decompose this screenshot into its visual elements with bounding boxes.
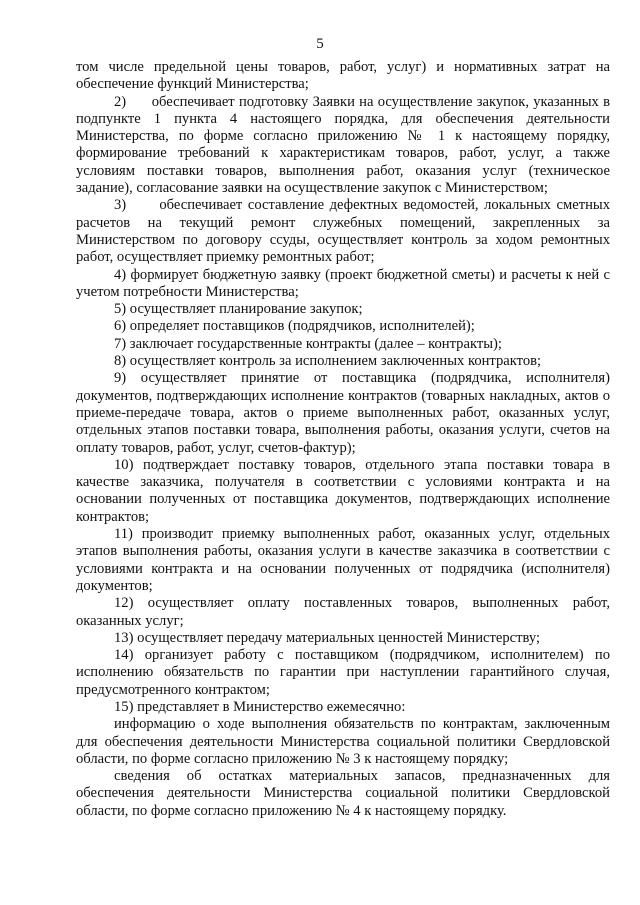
paragraph-item-3: 3) обеспечивает составление дефектных ведомостей, локальных сметных расчетов на текущий ремонт служебных помещений, закрепленных за Министерством по договору ссуды, осуществляет контроль за ходом ремонтных работ, осуществляет приемку ремонтных работ;	[76, 197, 610, 266]
paragraph-item-9: 9) осуществляет принятие от поставщика (подрядчика, исполнителя) документов, подтверждающих исполнение контрактов (товарных накладных, актов о приеме-передаче товара, актов о приеме выполненных работ, оказанных услуг, отдельных этапов поставки товара, выполнения работы, оказания услуги, счетов на оплату товаров, работ, услуг, счетов-фактур);	[76, 370, 610, 456]
paragraph-item-11: 11) производит приемку выполненных работ, оказанных услуг, отдельных этапов выполнения работы, оказания услуги в качестве заказчика в соответствии с условиями контракта и на основании полученных от подрядчика (исполнителя) документов;	[76, 526, 610, 594]
paragraph-item-2: 2) обеспечивает подготовку Заявки на осуществление закупок, указанных в подпункте 1 пункта 4 настоящего порядка, для обеспечения деятельности Министерства, по форме согласно приложению № 1 к настоящему порядку, формирование требований к характеристикам товаров, работ, услуг, а также условиям поставки товаров, выполнения работ, оказания услуг (техническое задание), согласование заявки на осуществление закупок с Министерством;	[76, 93, 610, 197]
page-number: 5	[316, 36, 324, 52]
paragraph-item-7: 7) заключает государственные контракты (далее – контракты);	[114, 335, 502, 352]
paragraph-item-13: 13) осуществляет передачу материальных ценностей Министерству;	[114, 629, 541, 646]
paragraph-subitem-stock-report: сведения об остатках материальных запасов, предназначенных для обеспечения деятельности Министерства социальной политики Свердловской области, по форме согласно приложению № 4 к настоящему порядку.	[76, 768, 610, 819]
paragraph-item-14: 14) организует работу с поставщиком (подрядчиком, исполнителем) по исполнению обязательств по гарантии при наступлении гарантийного случая, предусмотренного контрактом;	[76, 647, 610, 698]
paragraph-item-15: 15) представляет в Министерство ежемесячно:	[114, 698, 406, 715]
paragraph-item-8: 8) осуществляет контроль за исполнением заключенных контрактов;	[114, 353, 542, 370]
document-body	[76, 59, 610, 820]
paragraph-item-6: 6) определяет поставщиков (подрядчиков, исполнителей);	[114, 318, 475, 335]
paragraph-subitem-information: информацию о ходе выполнения обязательств по контрактам, заключенным для обеспечения деятельности Министерства социальной политики Свердловской области, по форме согласно приложению № 3 к настоящему порядку;	[76, 716, 610, 767]
paragraph-item-10: 10) подтверждает поставку товаров, отдельного этапа поставки товара в качестве заказчика, получателя в соответствии с условиями контракта и на основании полученных от поставщика документов, подтверждающих исполнение контрактов;	[76, 456, 610, 525]
paragraph-continuation: том числе предельной цены товаров, работ, услуг) и нормативных затрат на обеспечение функций Министерства;	[76, 59, 610, 93]
paragraph-item-4: 4) формирует бюджетную заявку (проект бюджетной сметы) и расчеты к ней с учетом потребности Министерства;	[76, 266, 610, 300]
paragraph-item-5: 5) осуществляет планирование закупок;	[114, 301, 363, 318]
paragraph-item-12: 12) осуществляет оплату поставленных товаров, выполненных работ, оказанных услуг;	[76, 595, 610, 629]
